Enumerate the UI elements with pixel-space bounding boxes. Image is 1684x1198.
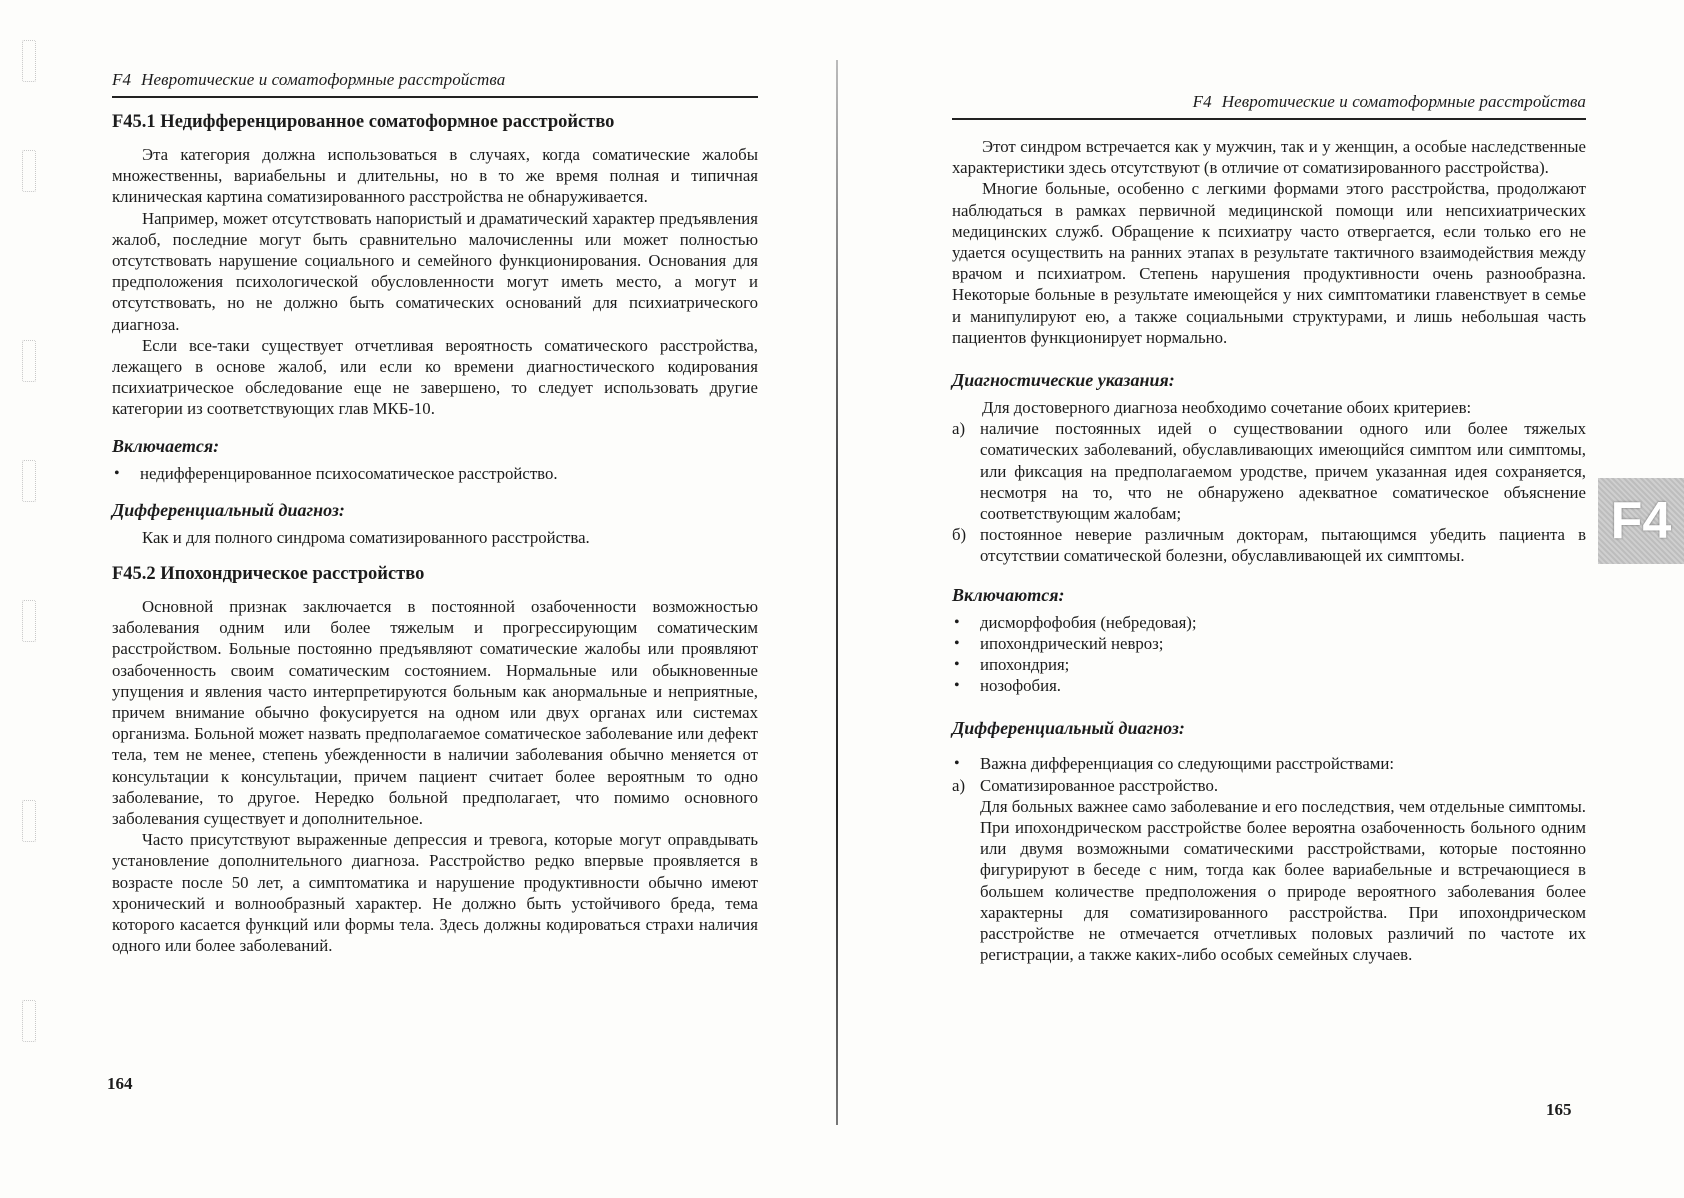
paragraph: Этот синдром встречается как у мужчин, так и у женщин, а особые наследственные характеристики здесь отсутствуют (в отличие от соматизированного расстройства). [952, 137, 1586, 178]
list-item: • дисморфофобия (небредовая); [952, 612, 1586, 633]
differential-heading: Дифференциальный диагноз: [112, 499, 345, 520]
running-head-right [952, 92, 1586, 120]
left-page [112, 0, 758, 957]
running-head-code: F4 [1192, 92, 1212, 111]
section-title-f45-1: F45.1 Недифференцированное соматоформное расстройство [112, 112, 615, 132]
list-item: • ипохондрия; [952, 654, 1586, 675]
differential-list [952, 753, 1586, 774]
scan-margin-marks [22, 40, 36, 1140]
includes-heading: Включаются: [952, 584, 1065, 605]
paragraph: Например, может отсутствовать напористый и драматический характер предъявления жалоб, последние могут быть сравнительно малочисленны или может полностью отсутствовать нарушение социального и семейного функционирования. Основания для предположения психологической обусловленности могут иметь место, а могут и отсутствовать, но не должно быть соматических оснований для психиатрического диагноза. [112, 208, 758, 334]
chapter-thumb-tab [1598, 478, 1684, 564]
running-head-left [112, 70, 758, 98]
differential-heading: Дифференциальный диагноз: [952, 718, 1185, 739]
section-title-f45-2: F45.2 Ипохондрическое расстройство [112, 564, 425, 585]
diagnostic-guidelines-heading: Диагностические указания: [952, 370, 1175, 391]
enum-text: постоянное неверие различным докторам, пытающимся убедить пациента в отсутствии соматической болезни, обуславливающей их симптомы. [980, 525, 1586, 566]
paragraph: Для достоверного диагноза необходимо сочетание обоих критериев: [982, 398, 1472, 418]
includes-heading: Включается: [112, 435, 220, 456]
paragraph: Для больных важнее само заболевание и его последствия, чем отдельные симптомы. При ипохондрическом расстройстве более вероятна озабоченность больного одним или двумя возможными соматическими расстройствами, которые постоянно фигурируют в беседе с ним, тогда как более вариабельные и встречающиеся в большем количестве предположения о природе вероятного заболевания более характерны для соматизированного расстройства. При ипохондрическом расстройстве не отмечается отчетливых половых различий по частоте их регистрации, а также каких-либо особых семейных случаев. [980, 796, 1586, 965]
paragraph: Многие больные, особенно с легкими формами этого расстройства, продолжают наблюдаться в рамках первичной медицинской помощи или непсихиатрических медицинских служб. Обращение к психиатру часто отвергается, если только его не удается осуществить на ранних этапах в результате тактичного взаимодействия между врачом и психиатром. Степень нарушения продуктивности очень разнообразна. Некоторые больные в результате имеющейся у них симптоматики главенствует в семье и манипулируют ею, а также социальными структурами, и лишь небольшая часть пациентов функционирует нормально. [952, 179, 1586, 347]
list-item: • нозофобия. [952, 675, 1586, 696]
enum-marker: а) [952, 775, 966, 795]
list-item: • недифференцированное психосоматическое расстройство. [112, 463, 758, 484]
right-page [952, 0, 1586, 966]
enum-text: Соматизированное расстройство. [980, 775, 1219, 795]
paragraph: Если все-таки существует отчетливая вероятность соматического расстройства, лежащего в основе жалоб, или если ко времени диагностического кодирования психиатрическое обследование еще не завершено, то следует использовать другие категории из соответствующих глав МКБ-10. [112, 335, 758, 419]
running-head-code: F4 [112, 70, 132, 89]
enum-text: наличие постоянных идей о существовании одного или более тяжелых соматических заболеваний, обуславливающих имеющийся симптом или симптомы, или фиксация на предполагаемом уродстве, причем указанная идея сохраняется, несмотря на то, что не обнаружено адекватное соматическое объяснение соответствующим жалобам; [980, 419, 1586, 524]
list-item: • Важна дифференциация со следующими расстройствами: [952, 753, 1586, 774]
includes-list [112, 463, 758, 484]
includes-list [952, 612, 1586, 697]
running-head-title: Невротические и соматоформные расстройства [141, 70, 506, 89]
paragraph: Часто присутствуют выраженные депрессия и тревога, которые могут оправдывать установление дополнительного диагноза. Расстройство редко впервые проявляется в возрасте после 50 лет, а симптоматика и нарушение продуктивности обычно имеют хронический и волнообразный характер. Не должно быть устойчивого бреда, тема которого касается функций или формы тела. Здесь должны кодироваться страхи наличия одного или более заболеваний. [112, 830, 758, 956]
criterion-b [952, 524, 1586, 566]
enum-marker: а) [952, 419, 966, 439]
paragraph: Эта категория должна использоваться в случаях, когда соматические жалобы множественны, вариабельны и длительны, но в то же время полная и типичная клиническая картина соматизированного расстройства не обнаруживается. [112, 145, 758, 207]
running-head-title: Невротические и соматоформные расстройства [1221, 92, 1586, 111]
book-gutter [836, 60, 838, 1125]
list-item: • ипохондрический невроз; [952, 633, 1586, 654]
page-number-right: 165 [1546, 1100, 1572, 1119]
criterion-a [952, 418, 1586, 524]
differential-item-a [952, 775, 1586, 796]
page-number-left: 164 [107, 1074, 133, 1093]
paragraph: Основной признак заключается в постоянной озабоченности возможностью заболевания одним или более тяжелым и прогрессирующим соматическим расстройством. Больные постоянно предъявляют соматические жалобы или проявляют озабоченность своим соматическим состоянием. Нормальные или обыкновенные упущения и явления часто интерпретируются больным как анормальные и неприятные, причем внимание обычно фокусируется на одном или двух органах или системах организма. Больной может назвать предполагаемое соматическое заболевание или дефект тела, тем не менее, степень убежденности в наличии заболевания обычно меняется от консультации к консультации, причем пациент считает более вероятным то одно заболевание, то другое. Нередко больной предполагает, что помимо основного заболевания существует и дополнительное. [112, 597, 758, 829]
enum-marker: б) [952, 525, 967, 545]
paragraph: Как и для полного синдрома соматизированного расстройства. [142, 527, 590, 547]
thumb-tab-label: F4 [1610, 492, 1672, 550]
